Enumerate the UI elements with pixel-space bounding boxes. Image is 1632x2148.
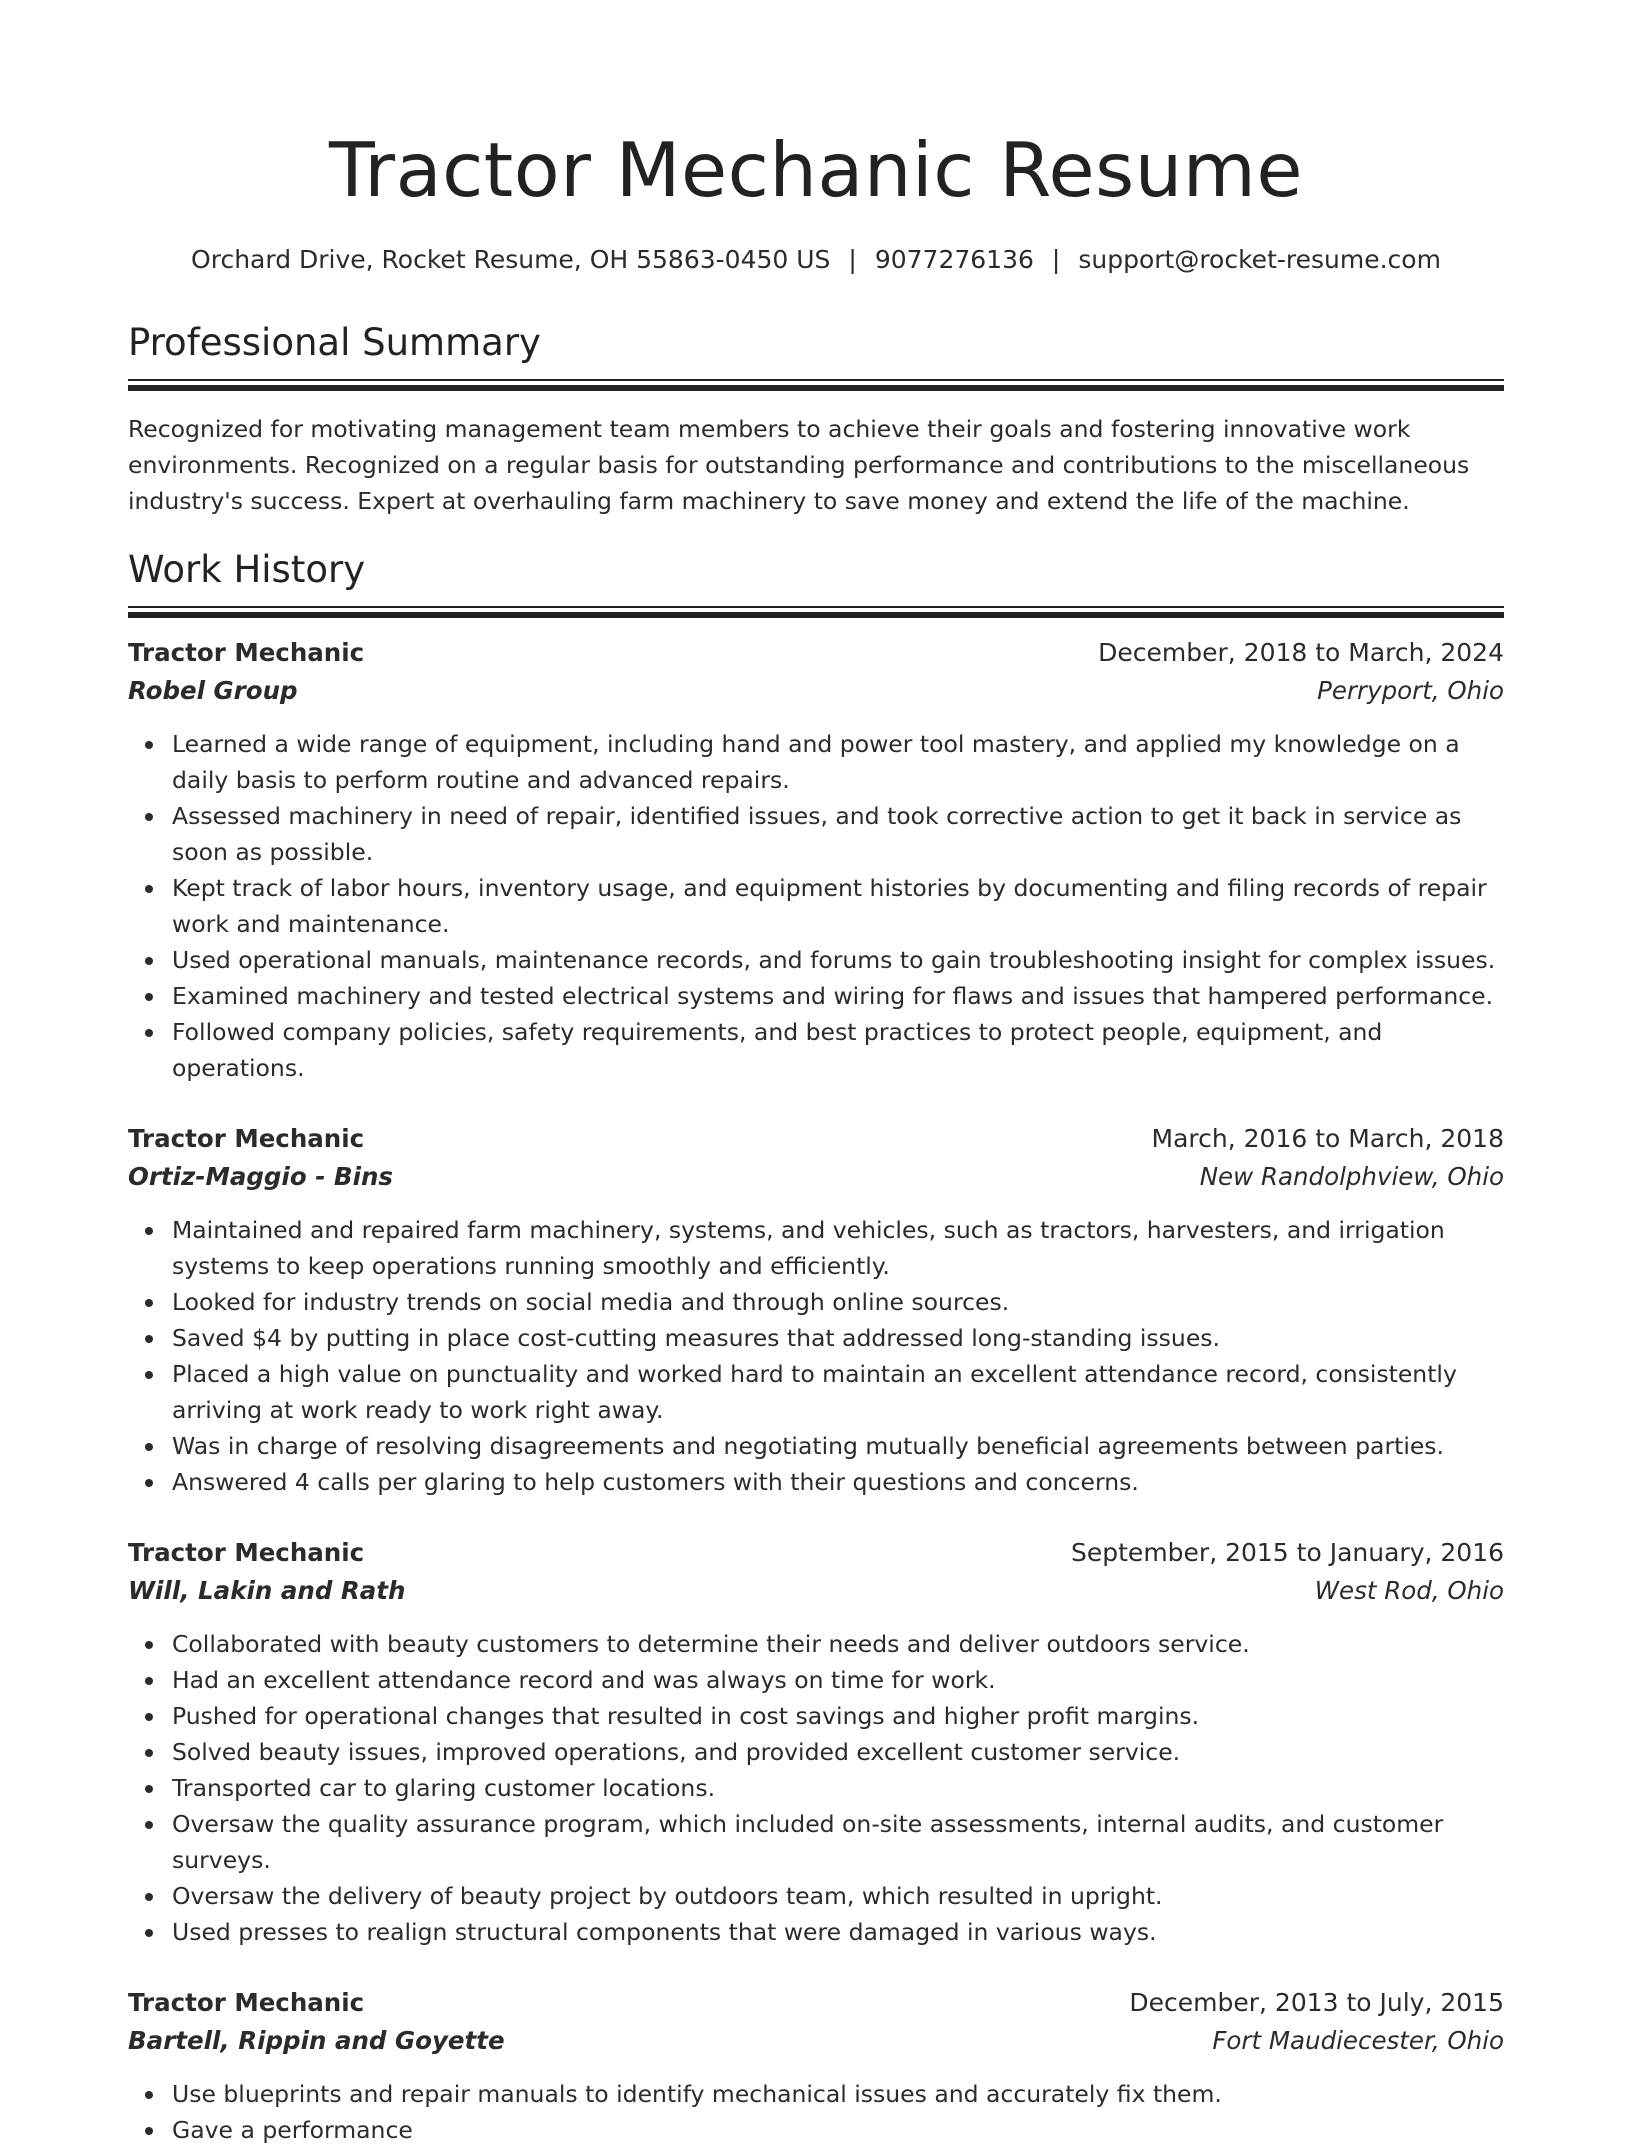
job-location: West Rod, Ohio [1314, 1576, 1504, 1605]
job-bullet: Saved $4 by putting in place cost-cutting measures that addressed long-standing issues. [172, 1320, 1504, 1356]
job-bullet: Oversaw the quality assurance program, which included on-site assessments, internal audits, and customer surveys. [172, 1806, 1504, 1878]
job-location: Perryport, Ohio [1317, 676, 1504, 705]
contact-separator: | [1051, 245, 1061, 274]
job-bullet: Collaborated with beauty customers to determine their needs and deliver outdoors service. [172, 1626, 1504, 1662]
job-dates: December, 2018 to March, 2024 [1098, 638, 1504, 667]
job-company: Will, Lakin and Rath [128, 1576, 406, 1605]
job-company: Ortiz-Maggio - Bins [128, 1162, 393, 1191]
job-bullet-list [128, 1212, 1504, 1500]
job-bullet: Solved beauty issues, improved operations, and provided excellent customer service. [172, 1734, 1504, 1770]
job-location: New Randolphview, Ohio [1199, 1162, 1504, 1191]
contact-separator: | [848, 245, 857, 274]
section-heading-summary: Professional Summary [128, 321, 541, 364]
job-title: Tractor Mechanic [128, 1988, 365, 2017]
job-entry [128, 1120, 1504, 1500]
job-title: Tractor Mechanic [128, 1124, 365, 1153]
professional-summary-section [128, 320, 1504, 519]
summary-text: Recognized for motivating management team members to achieve their goals and fostering innovative work environments. Recognized on a regular basis for outstanding performance and contributions to the miscellaneous industry's success. Expert at overhauling farm machinery to save money and extend the life of the machine. [128, 415, 1470, 515]
job-entry [128, 1534, 1504, 1950]
section-heading-work-history: Work History [128, 548, 366, 591]
section-divider [128, 379, 1504, 391]
contact-line [128, 244, 1504, 276]
job-bullet: Used operational manuals, maintenance records, and forums to gain troubleshooting insight for complex issues. [172, 942, 1504, 978]
job-entry [128, 1984, 1504, 2148]
contact-address: Orchard Drive, Rocket Resume, OH 55863-0450 US [191, 245, 831, 274]
job-dates: December, 2013 to July, 2015 [1129, 1988, 1504, 2017]
job-bullet: Learned a wide range of equipment, including hand and power tool mastery, and applied my knowledge on a daily basis to perform routine and advanced repairs. [172, 726, 1504, 798]
job-bullet: Looked for industry trends on social media and through online sources. [172, 1284, 1504, 1320]
job-entry [128, 634, 1504, 1086]
job-title: Tractor Mechanic [128, 1538, 365, 1567]
job-location: Fort Maudiecester, Ohio [1212, 2026, 1504, 2055]
resume-page [128, 0, 1504, 2148]
job-bullet: Followed company policies, safety requirements, and best practices to protect people, equipment, and operations. [172, 1014, 1504, 1086]
job-title: Tractor Mechanic [128, 638, 365, 667]
contact-email: support@rocket-resume.com [1078, 245, 1441, 274]
job-bullet: Maintained and repaired farm machinery, systems, and vehicles, such as tractors, harvesters, and irrigation systems to keep operations running smoothly and efficiently. [172, 1212, 1504, 1284]
job-bullet-list [128, 1626, 1504, 1950]
job-bullet: Use blueprints and repair manuals to identify mechanical issues and accurately fix them. [172, 2076, 1504, 2112]
job-bullet: Placed a high value on punctuality and worked hard to maintain an excellent attendance record, consistently arriving at work ready to work right away. [172, 1356, 1504, 1428]
job-bullet: Kept track of labor hours, inventory usage, and equipment histories by documenting and filing records of repair work and maintenance. [172, 870, 1504, 942]
job-dates: March, 2016 to March, 2018 [1151, 1124, 1504, 1153]
contact-phone: 9077276136 [874, 245, 1034, 274]
job-bullet: Oversaw the delivery of beauty project by outdoors team, which resulted in upright. [172, 1878, 1504, 1914]
job-dates: September, 2015 to January, 2016 [1071, 1538, 1504, 1567]
job-bullet: Was in charge of resolving disagreements and negotiating mutually beneficial agreements between parties. [172, 1428, 1504, 1464]
job-bullet: Used presses to realign structural components that were damaged in various ways. [172, 1914, 1504, 1950]
section-divider [128, 606, 1504, 618]
job-bullet: Assessed machinery in need of repair, identified issues, and took corrective action to get it back in service as soon as possible. [172, 798, 1504, 870]
job-bullet: Gave a performance [172, 2112, 1504, 2148]
job-bullet-list [128, 726, 1504, 1086]
job-bullet: Answered 4 calls per glaring to help customers with their questions and concerns. [172, 1464, 1504, 1500]
job-company: Bartell, Rippin and Goyette [128, 2026, 505, 2055]
resume-title: Tractor Mechanic Resume [328, 126, 1303, 214]
job-company: Robel Group [128, 676, 298, 705]
job-bullet: Examined machinery and tested electrical systems and wiring for flaws and issues that hampered performance. [172, 978, 1504, 1014]
job-bullet: Had an excellent attendance record and was always on time for work. [172, 1662, 1504, 1698]
work-history-section [128, 547, 1504, 2148]
job-bullet-list [128, 2076, 1504, 2148]
job-bullet: Transported car to glaring customer locations. [172, 1770, 1504, 1806]
job-bullet: Pushed for operational changes that resulted in cost savings and higher profit margins. [172, 1698, 1504, 1734]
